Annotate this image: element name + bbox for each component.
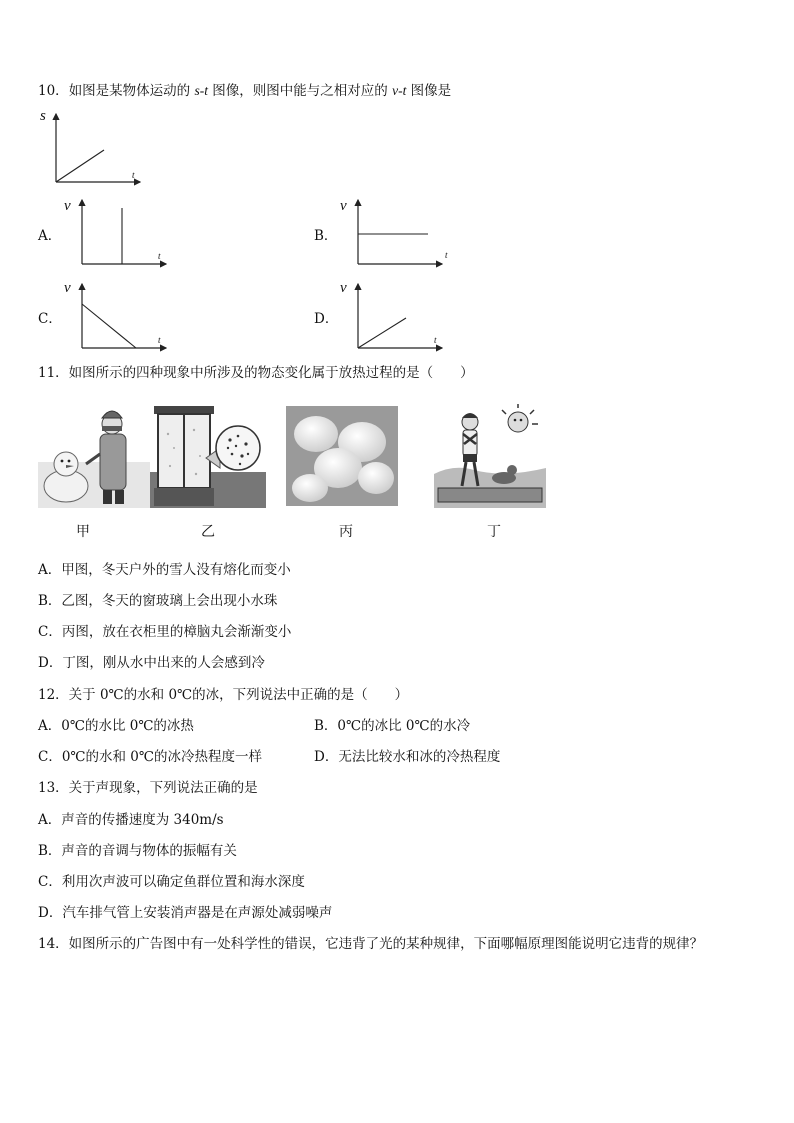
x-axis-label: t: [158, 335, 161, 345]
question-12-stem: 12．关于 0℃的水和 0℃的冰，下列说法中正确的是（ ）: [38, 687, 409, 703]
q12-option-a[interactable]: A．0℃的水比 0℃的冰热: [38, 718, 194, 734]
option-a-label[interactable]: A．: [38, 228, 62, 244]
x-axis-label: t: [445, 250, 448, 260]
q12-option-b[interactable]: B．0℃的冰比 0℃的水冷: [314, 718, 471, 734]
option-b-label[interactable]: B．: [314, 228, 338, 244]
option-c-graph[interactable]: [64, 278, 174, 358]
x-axis-label: t: [434, 335, 437, 345]
option-d-label[interactable]: D．: [314, 311, 339, 327]
plot-line: [56, 150, 104, 182]
caption-bing: 丙: [339, 524, 353, 540]
option-a-graph[interactable]: [64, 196, 174, 276]
mothballs-picture: [286, 406, 398, 506]
y-axis-label: s: [40, 108, 46, 124]
stem-text: 如图是某物体运动的: [68, 83, 195, 99]
question-10-stem: [38, 82, 451, 100]
swimmer-picture: [434, 404, 546, 508]
q11-option-b[interactable]: B．乙图，冬天的窗玻璃上会出现小水珠: [38, 593, 278, 609]
q12-option-c[interactable]: C．0℃的水和 0℃的冰冷热程度一样: [38, 749, 263, 765]
option-b-graph[interactable]: [340, 196, 450, 276]
q12-option-d[interactable]: D．无法比较水和冰的冷热程度: [314, 749, 501, 765]
vt-label: v-t: [392, 83, 407, 98]
q13-option-d[interactable]: D．汽车排气管上安装消声器是在声源处减弱噪声: [38, 905, 333, 921]
y-axis-label: v: [340, 280, 347, 296]
option-c-label[interactable]: C．: [38, 311, 62, 327]
q11-option-c[interactable]: C．丙图，放在衣柜里的樟脑丸会渐渐变小: [38, 624, 292, 640]
question-11-stem: 11．如图所示的四种现象中所涉及的物态变化属于放热过程的是（ ）: [38, 365, 474, 381]
st-label: s-t: [194, 83, 208, 98]
x-axis-label: t: [158, 251, 161, 261]
q11-option-d[interactable]: D．丁图，刚从水中出来的人会感到冷: [38, 655, 265, 671]
q11-option-a[interactable]: A．甲图，冬天户外的雪人没有熔化而变小: [38, 562, 291, 578]
s-t-graph: [40, 108, 150, 188]
plot-line: [358, 318, 406, 348]
caption-yi: 乙: [201, 524, 215, 540]
y-axis-label: v: [340, 198, 347, 214]
question-14-stem: 14．如图所示的广告图中有一处科学性的错误，它违背了光的某种规律，下面哪幅原理图能说明它违背的规律？: [38, 936, 704, 952]
q13-option-b[interactable]: B．声音的音调与物体的振幅有关: [38, 843, 237, 859]
q13-option-c[interactable]: C．利用次声波可以确定鱼群位置和海水深度: [38, 874, 305, 890]
y-axis-label: v: [64, 198, 71, 214]
q13-option-a[interactable]: A．声音的传播速度为 340m/s: [38, 812, 224, 828]
plot-line: [82, 304, 136, 348]
snowman-picture: [38, 404, 150, 508]
option-d-graph[interactable]: [340, 278, 450, 358]
window-frost-picture: [150, 404, 266, 508]
x-axis-label: t: [132, 170, 135, 180]
caption-jia: 甲: [76, 524, 90, 540]
question-13-stem: 13．关于声现象，下列说法正确的是: [38, 780, 258, 796]
caption-ding: 丁: [487, 524, 501, 540]
y-axis-label: v: [64, 280, 71, 296]
question-number: 10．: [38, 83, 69, 99]
stem-text: 图像，则图中能与之相对应的: [207, 83, 393, 99]
stem-text: 图像是: [406, 83, 452, 99]
